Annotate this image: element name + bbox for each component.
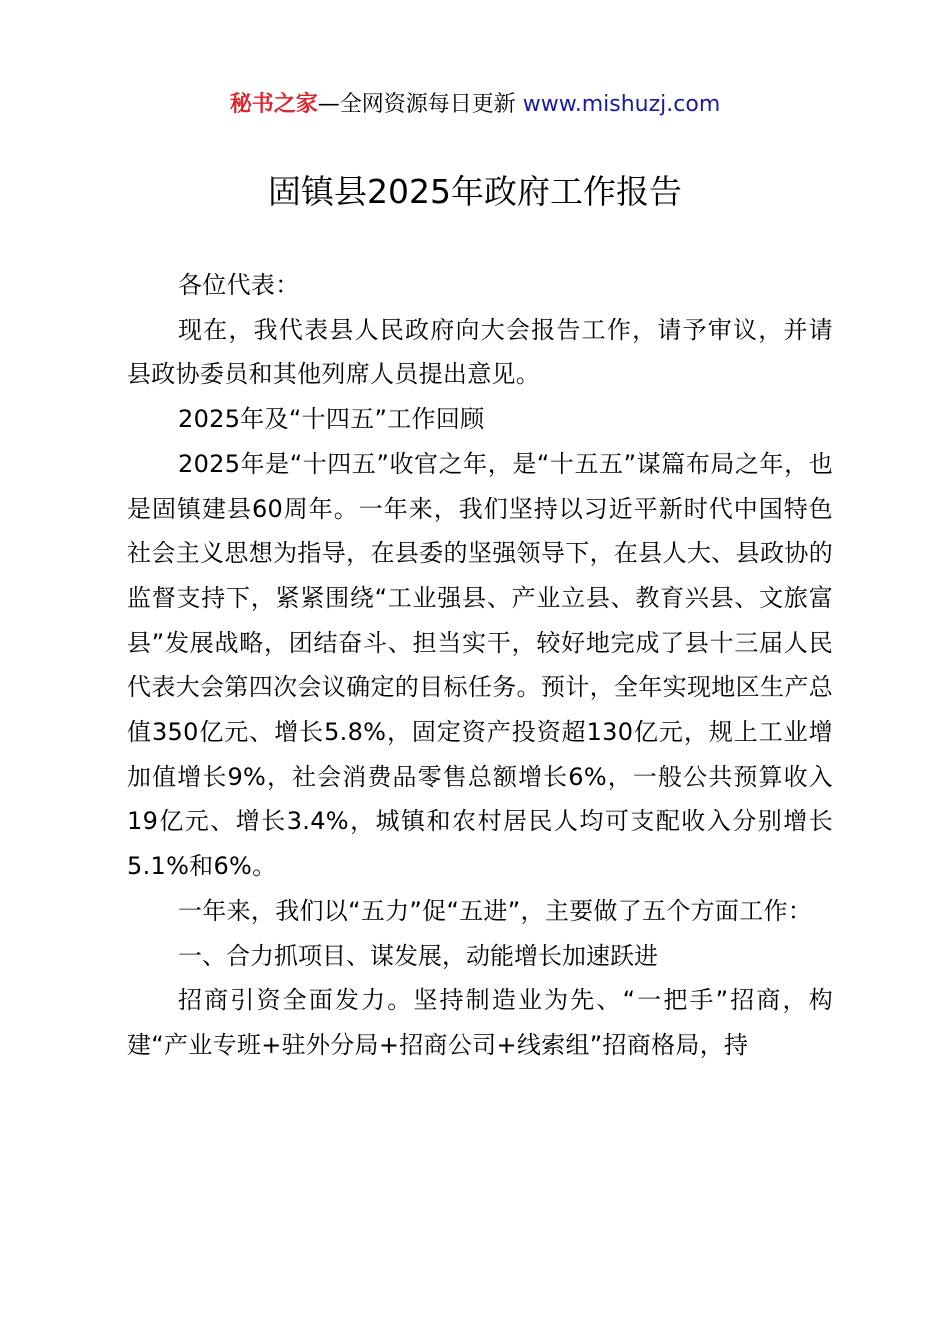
document-title: 固镇县2025年政府工作报告 <box>268 172 682 211</box>
body-paragraph: 2025年是“十四五”收官之年，是“十五五”谋篇布局之年，也是固镇建县60周年。一年来，我们坚持以习近平新时代中国特色社会主义思想为指导，在县委的坚强领导下，在县人大、县政协的监督支持下，紧紧围绕“工业强县、产业立县、教育兴县、文旅富县”发展战略，团结奋斗、担当实干，较好地完成了县十三届人民代表大会第四次会议确定的目标任务。预计，全年实现地区生产总值350亿元、增长5.8%，固定资产投资超130亿元，规上工业增加值增长9%，社会消费品零售总额增长6%，一般公共预算收入19亿元、增长3.4%，城镇和农村居民人均可支配收入分别增长5.1%和6%。 <box>127 449 833 881</box>
document-body <box>127 263 833 1068</box>
body-paragraph: 一年来，我们以“五力”促“五进”，主要做了五个方面工作： <box>178 896 813 925</box>
site-url-link[interactable]: www.mishuzj.com <box>522 92 721 117</box>
section-subtitle: 2025年及“十四五”工作回顾 <box>178 405 485 434</box>
header-tagline: —全网资源每日更新 <box>317 92 523 117</box>
brand-name: 秘书之家 <box>229 92 318 117</box>
body-paragraph: 招商引资全面发力。坚持制造业为先、“一把手”招商，构建“产业专班+驻外分局+招商公司+线索组”招商格局，持 <box>127 986 833 1059</box>
section-heading: 一、合力抓项目、谋发展，动能增长加速跃进 <box>178 941 658 970</box>
body-paragraph: 现在，我代表县人民政府向大会报告工作，请予审议，并请县政协委员和其他列席人员提出意见。 <box>127 315 833 389</box>
site-header <box>0 88 950 122</box>
salutation: 各位代表： <box>178 271 300 299</box>
